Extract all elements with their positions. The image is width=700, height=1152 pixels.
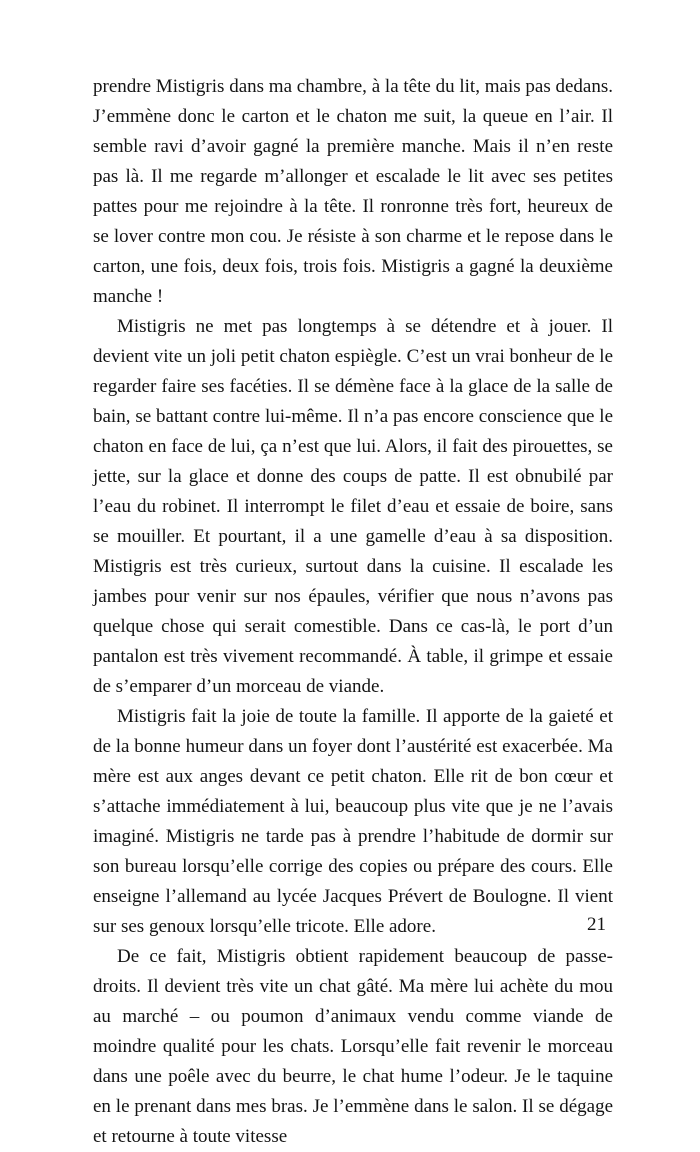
page-number: 21 bbox=[587, 914, 606, 935]
paragraph-joie-famille: Mistigris fait la joie de toute la famille. Il apporte de la gaieté et de la bonne humeur dans un foyer dont l’austérité est exacerbée. Ma mère est aux anges devant ce petit chaton. Elle rit de bon cœur et s’attache immédiatement à lui, beaucoup plus vite que je ne l’avais imaginé. Mistigris ne tarde pas à prendre l’habitude de dormir sur son bureau lorsqu’elle corrige des copies ou prépare des cours. Elle enseigne l’allemand au lycée Jacques Prévert de Boulogne. Il vient sur ses genoux lorsqu’elle tricote. Elle adore. bbox=[93, 706, 613, 937]
paragraph-passe-droits: De ce fait, Mistigris obtient rapidement beaucoup de passe-droits. Il devient très vite un chat gâté. Ma mère lui achète du mou au marché – ou poumon d’animaux vendu comme viande de moindre qualité pour les chats. Lorsqu’elle fait revenir le morceau dans une poêle avec du beurre, le chat hume l’odeur. Je le taquine en le prenant dans mes bras. Je l’emmène dans le salon. Il se dégage et retourne à toute vitesse bbox=[93, 946, 613, 1147]
body-text bbox=[93, 72, 613, 1152]
paragraph-mistigris-joue: Mistigris ne met pas longtemps à se détendre et à jouer. Il devient vite un joli petit chaton espiègle. C’est un vrai bonheur de le regarder faire ses facéties. Il se démène face à la glace de la salle de bain, se battant contre lui-même. Il n’a pas encore conscience que le chaton en face de lui, ça n’est que lui. Alors, il fait des pirouettes, se jette, sur la glace et donne des coups de patte. Il est obnubilé par l’eau du robinet. Il interrompt le filet d’eau et essaie de boire, sans se mouiller. Et pourtant, il a une gamelle d’eau à sa disposition. Mistigris est très curieux, surtout dans la cuisine. Il escalade les jambes pour venir sur nos épaules, vérifier que nous n’avons pas quelque chose qui serait comestible. Dans ce cas-là, le port d’un pantalon est très vivement recommandé. À table, il grimpe et essaie de s’emparer d’un morceau de viande. bbox=[93, 316, 613, 697]
paragraph-continuation: prendre Mistigris dans ma chambre, à la tête du lit, mais pas dedans. J’emmène donc le carton et le chaton me suit, la queue en l’air. Il semble ravi d’avoir gagné la première manche. Mais il n’en reste pas là. Il me regarde m’allonger et escalade le lit avec ses petites pattes pour me rejoindre à la tête. Il ronronne très fort, heureux de se lover contre mon cou. Je résiste à son charme et le repose dans le carton, une fois, deux fois, trois fois. Mistigris a gagné la deuxième manche ! bbox=[93, 76, 613, 307]
